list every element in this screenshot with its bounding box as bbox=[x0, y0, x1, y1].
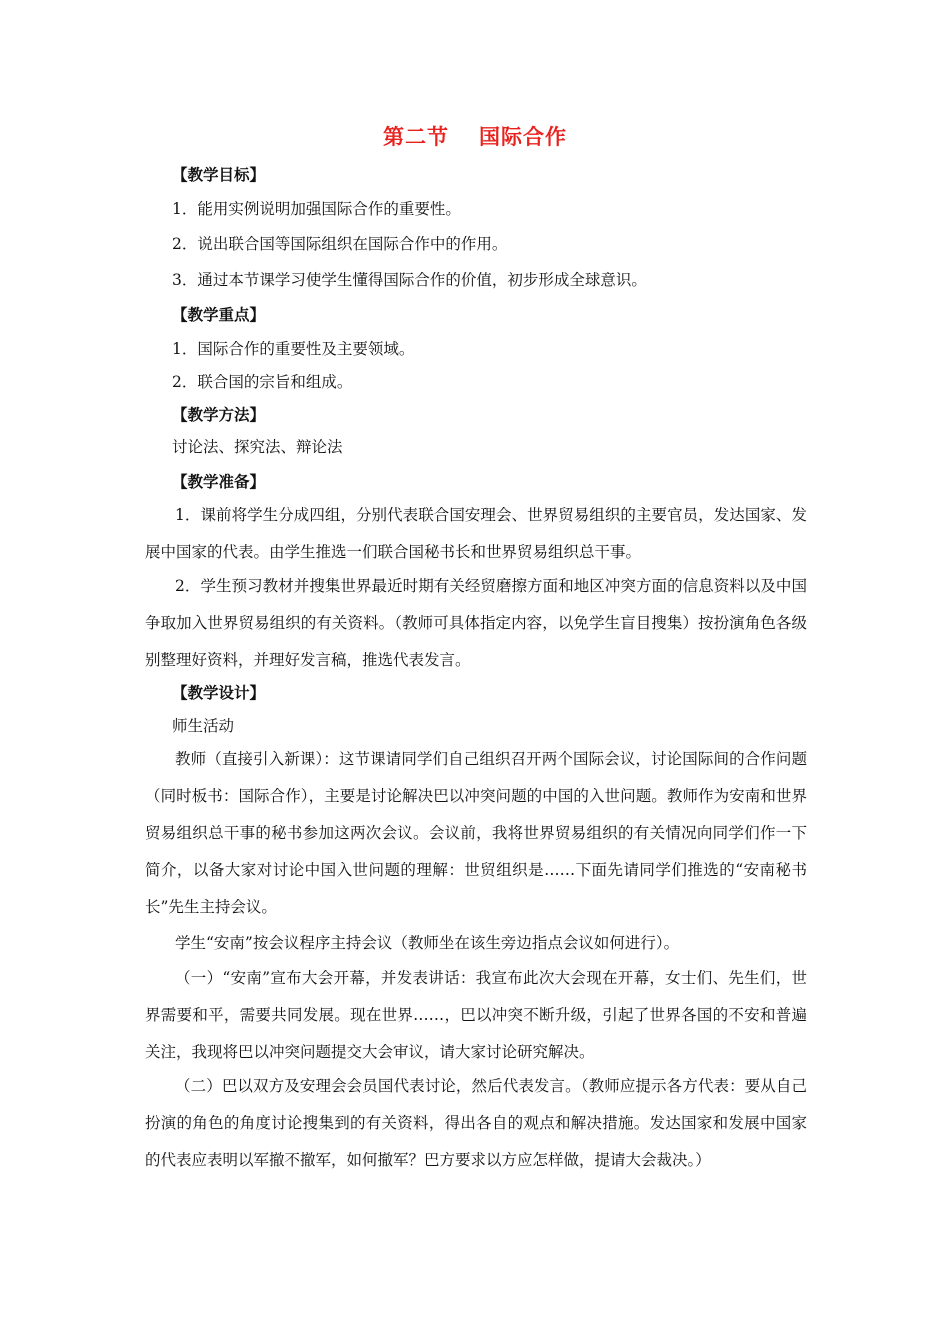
design-subheading: 师生活动 bbox=[172, 717, 235, 735]
design-paragraph-1: 教师（直接引入新课）：这节课请同学们自己组织召开两个国际会议，讨论国际间的合作问题（同时板书：国际合作），主要是讨论解决巴以冲突问题的中国的入世问题。教师作为安南和世界贸易组织总干事的秘书参加这两次会议。会议前，我将世界贸易组织的有关情况向同学们作一下简介，以备大家对讨论中国入世问题的理解：世贸组织是……下面先请同学们推选的“安南秘书长”先生主持会议。 bbox=[145, 750, 807, 916]
heading-teaching-preparation: 【教学准备】 bbox=[172, 473, 266, 491]
design-paragraph-2: 学生“安南”按会议程序主持会议（教师坐在该生旁边指点会议如何进行）。 bbox=[175, 934, 680, 952]
heading-teaching-design: 【教学设计】 bbox=[172, 684, 266, 702]
preparation-paragraph-1: 1．课前将学生分成四组，分别代表联合国安理会、世界贸易组织的主要官员，发达国家、发展中国家的代表。由学生推选一们联合国秘书长和世界贸易组织总干事。 bbox=[145, 506, 807, 561]
design-paragraph-4: （二）巴以双方及安理会会员国代表讨论，然后代表发言。（教师应提示各方代表：要从自己扮演的角色的角度讨论搜集到的有关资料，得出各自的观点和解决措施。发达国家和发展中国家的代表应表明以军撤不撤军，如何撤军？巴方要求以方应怎样做，提请大会裁决。） bbox=[145, 1077, 807, 1169]
goal-item-2: 2．说出联合国等国际组织在国际合作中的作用。 bbox=[172, 235, 508, 253]
design-paragraph-3: （一）“安南”宣布大会开幕，并发表讲话：我宣布此次大会现在开幕，女士们、先生们，世界需要和平，需要共同发展。现在世界……，巴以冲突不断升级，引起了世界各国的不安和普遍关注，我现将巴以冲突问题提交大会审议，请大家讨论研究解决。 bbox=[145, 969, 807, 1061]
key-point-item-2: 2．联合国的宗旨和组成。 bbox=[172, 373, 353, 391]
page-title bbox=[0, 121, 950, 151]
methods-text: 讨论法、探究法、辩论法 bbox=[172, 438, 343, 456]
goal-item-3: 3．通过本节课学习使学生懂得国际合作的价值，初步形成全球意识。 bbox=[172, 271, 647, 289]
key-point-item-1: 1．国际合作的重要性及主要领域。 bbox=[172, 340, 415, 358]
title-topic: 国际合作 bbox=[479, 125, 567, 149]
heading-teaching-methods: 【教学方法】 bbox=[172, 406, 266, 424]
preparation-paragraph-2: 2．学生预习教材并搜集世界最近时期有关经贸磨擦方面和地区冲突方面的信息资料以及中国争取加入世界贸易组织的有关资料。（教师可具体指定内容，以免学生盲目搜集）按扮演角色各级别整理好资料，并理好发言稿，推选代表发言。 bbox=[145, 577, 807, 669]
title-section-number: 第二节 bbox=[383, 125, 449, 149]
heading-key-points: 【教学重点】 bbox=[172, 306, 266, 324]
heading-teaching-goals: 【教学目标】 bbox=[172, 166, 266, 184]
goal-item-1: 1．能用实例说明加强国际合作的重要性。 bbox=[172, 200, 461, 218]
